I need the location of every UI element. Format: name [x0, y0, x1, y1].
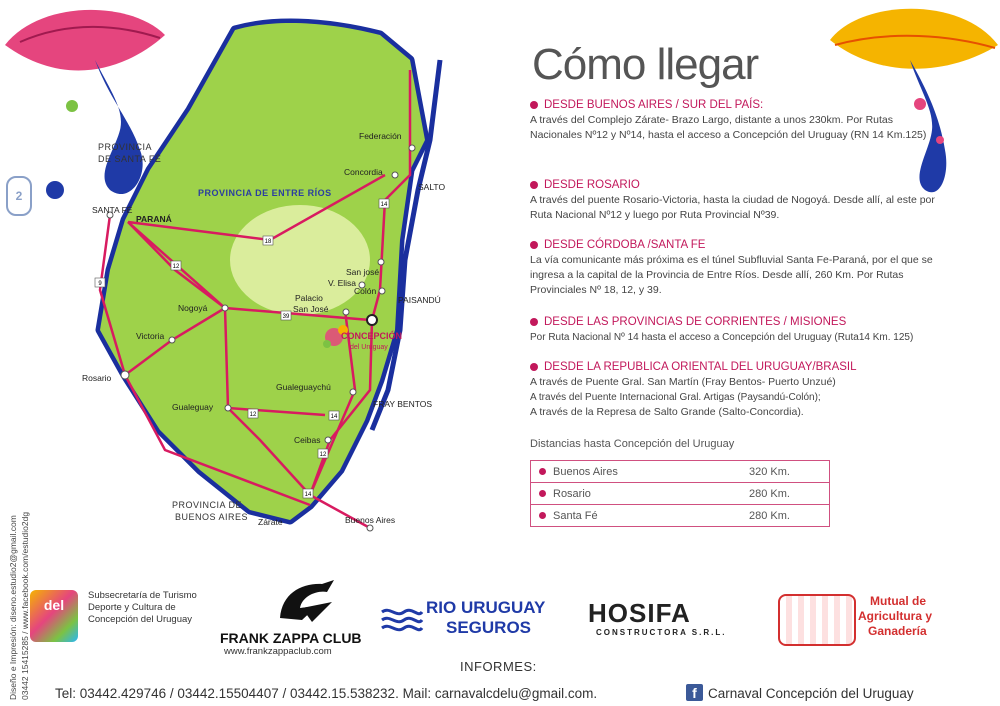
credit-line-2: 03442 15415285 / www.facebook.com/estudio2dg: [20, 511, 30, 700]
city-v-elisa: V. Elisa: [328, 278, 357, 288]
city-salto: SALTO: [418, 182, 446, 192]
city-gualeguaychu: Gualeguaychú: [276, 382, 331, 392]
shield-14b: 14: [330, 414, 338, 420]
entre-rios-map: [0, 0, 500, 560]
label-prov-buenos-aires-1: PROVINCIA DE: [172, 500, 243, 510]
section-rosario: [530, 179, 940, 223]
mutual-line-2: Agricultura y: [858, 609, 933, 623]
mutual-line-1: Mutual de: [870, 594, 926, 608]
city-fray-bentos: FRAY BENTOS: [373, 399, 433, 409]
city-nogoya: Nogoyá: [178, 303, 208, 313]
shield-14c: 14: [304, 492, 312, 498]
table-row: [531, 482, 829, 504]
waves-icon: [380, 604, 424, 634]
section-heading: DESDE ROSARIO: [544, 179, 640, 191]
section-body-line: A través del Puente Internacional Gral. Artigas (Paysandú-Colón);: [530, 392, 821, 403]
section-cordoba: [530, 239, 940, 298]
label-prov-entre-rios: PROVINCIA DE ENTRE RÍOS: [198, 188, 332, 198]
city-zarate: Zárate: [258, 517, 283, 527]
rio-uruguay-line-2: SEGUROS: [446, 618, 532, 637]
subsecretaria-line-3: Concepción del Uruguay: [88, 614, 193, 625]
informes-heading: INFORMES:: [460, 659, 537, 674]
distance-km: 280 Km.: [749, 487, 790, 500]
sponsor-rio-uruguay: [380, 598, 580, 642]
shield-12c: 12: [319, 452, 327, 458]
section-body: A través del Complejo Zárate- Brazo Largo, distante a unos 230km. Por Rutas Nacionales Nº12 y Nº14, hasta el acceso a Concepción del Uruguay (RN 14 Km.125): [530, 114, 927, 141]
concepcion-logo-title: CONCEPCIÓN: [341, 331, 403, 341]
concepcion-logo-sub: del Uruguay: [350, 344, 388, 351]
bullet-icon: [530, 318, 538, 326]
section-body: A través del puente Rosario-Victoria, hasta la ciudad de Nogoyá. Desde allí, al este por Ruta Nacional Nº12 y luego por Ruta Provincial Nº39.: [530, 194, 935, 221]
concepcion-marker: [367, 315, 377, 325]
hosifa-name: HOSIFA: [588, 598, 691, 628]
distance-city: Santa Fé: [553, 509, 598, 522]
frank-zappa-name: FRANK ZAPPA CLUB: [220, 630, 362, 646]
section-heading: DESDE LAS PROVINCIAS DE CORRIENTES / MISIONES: [544, 316, 847, 328]
city-palacio-1: Palacio: [295, 293, 323, 303]
city-gualeguay: Gualeguay: [172, 402, 214, 412]
city-san-jose: San josé: [346, 267, 380, 277]
city-federacion: Federación: [359, 131, 402, 141]
bullet-icon: [539, 468, 546, 475]
shield-12a: 12: [172, 264, 180, 270]
section-body-line: A través de la Represa de Salto Grande (Salto-Concordia).: [530, 406, 804, 418]
page-title: Cómo llegar: [532, 40, 759, 89]
shield-12b: 12: [249, 412, 257, 418]
city-palacio-2: San José: [293, 304, 329, 314]
shield-18: 18: [264, 239, 272, 245]
facebook-icon[interactable]: f: [686, 684, 703, 701]
bullet-icon: [530, 363, 538, 371]
bullet-icon: [530, 101, 538, 109]
sponsor-hosifa: [588, 598, 763, 642]
sponsor-frank-zappa: [220, 578, 370, 658]
section-heading: DESDE BUENOS AIRES / SUR DEL PAÍS:: [544, 99, 764, 111]
distances-title: Distancias hasta Concepción del Uruguay: [530, 438, 735, 450]
bullet-icon: [539, 490, 546, 497]
section-body-line: A través de Puente Gral. San Martín (Fray Bentos- Puerto Unzué): [530, 376, 836, 388]
design-credits: [8, 460, 38, 700]
shield-9: 9: [98, 281, 102, 287]
label-prov-buenos-aires-2: BUENOS AIRES: [175, 512, 249, 522]
credit-line-1: Diseño e Impresión: diseno.estudio2@gmail.com: [8, 515, 18, 700]
sponsor-subsecretaria: [30, 588, 230, 650]
bullet-icon: [530, 181, 538, 189]
section-uruguay: [530, 361, 940, 420]
city-santa-fe: SANTA FÉ: [92, 205, 133, 215]
city-parana: PARANÁ: [136, 214, 172, 224]
bullet-icon: [539, 512, 546, 519]
distance-km: 320 Km.: [749, 465, 790, 478]
section-body: Por Ruta Nacional Nº 14 hasta el acceso a Concepción del Uruguay (Ruta14 Km. 125): [530, 332, 914, 343]
bullet-icon: [530, 241, 538, 249]
facebook-page-link[interactable]: Carnaval Concepción del Uruguay: [708, 686, 914, 701]
city-buenos-aires: Buenos Aires: [345, 515, 396, 525]
label-prov-santa-fe-2: DE SANTA FÉ: [98, 154, 162, 164]
section-buenos-aires: [530, 99, 940, 143]
distances-table: [530, 460, 830, 527]
distance-km: 280 Km.: [749, 509, 790, 522]
subsecretaria-logo: [30, 590, 78, 642]
mutual-logo-icon: [778, 594, 856, 646]
subsecretaria-line-1: Subsecretaría de Turismo: [88, 590, 197, 601]
section-corrientes: [530, 316, 940, 345]
shield-14a: 14: [380, 202, 388, 208]
sponsor-mutual: [778, 592, 978, 648]
contact-info: Tel: 03442.429746 / 03442.15504407 / 03442.15.538232. Mail: carnavalcdelu@gmail.com.: [55, 686, 598, 701]
city-rosario: Rosario: [82, 373, 112, 383]
city-paisandu: PAISANDÚ: [398, 295, 441, 305]
frank-zappa-url: www.frankzappaclub.com: [224, 646, 332, 657]
section-body: La vía comunicante más próxima es el túnel Subfluvial Santa Fe-Paraná, por el que se ingresa a la capital de la Provincia de Entre Ríos. Desde allí, 260 Km. Por Rutas Provinciales Nº 18, 12, y 39.: [530, 254, 933, 296]
subsecretaria-line-2: Deporte y Cultura de: [88, 602, 176, 613]
section-heading: DESDE CÓRDOBA /SANTA FE: [544, 239, 706, 251]
city-victoria: Victoria: [136, 331, 165, 341]
table-row: [531, 461, 829, 482]
city-ceibas: Ceibas: [294, 435, 321, 445]
frank-zappa-logo-icon: [272, 578, 342, 626]
distance-city: Rosario: [553, 487, 591, 500]
subsecretaria-logo-text: del: [43, 597, 65, 613]
city-colon: Colón: [354, 286, 377, 296]
distance-city: Buenos Aires: [553, 465, 618, 478]
rio-uruguay-line-1: RIO URUGUAY: [426, 598, 546, 617]
mutual-line-3: Ganadería: [868, 624, 927, 638]
city-concordia: Concordia: [344, 167, 383, 177]
label-prov-santa-fe-1: PROVINCIA: [98, 142, 153, 152]
hosifa-sub: CONSTRUCTORA S.R.L.: [596, 628, 727, 637]
table-row: [531, 504, 829, 526]
section-heading: DESDE LA REPUBLICA ORIENTAL DEL URUGUAY/BRASIL: [544, 361, 857, 373]
shield-39: 39: [282, 314, 290, 320]
studio-logo: 2: [6, 176, 32, 216]
